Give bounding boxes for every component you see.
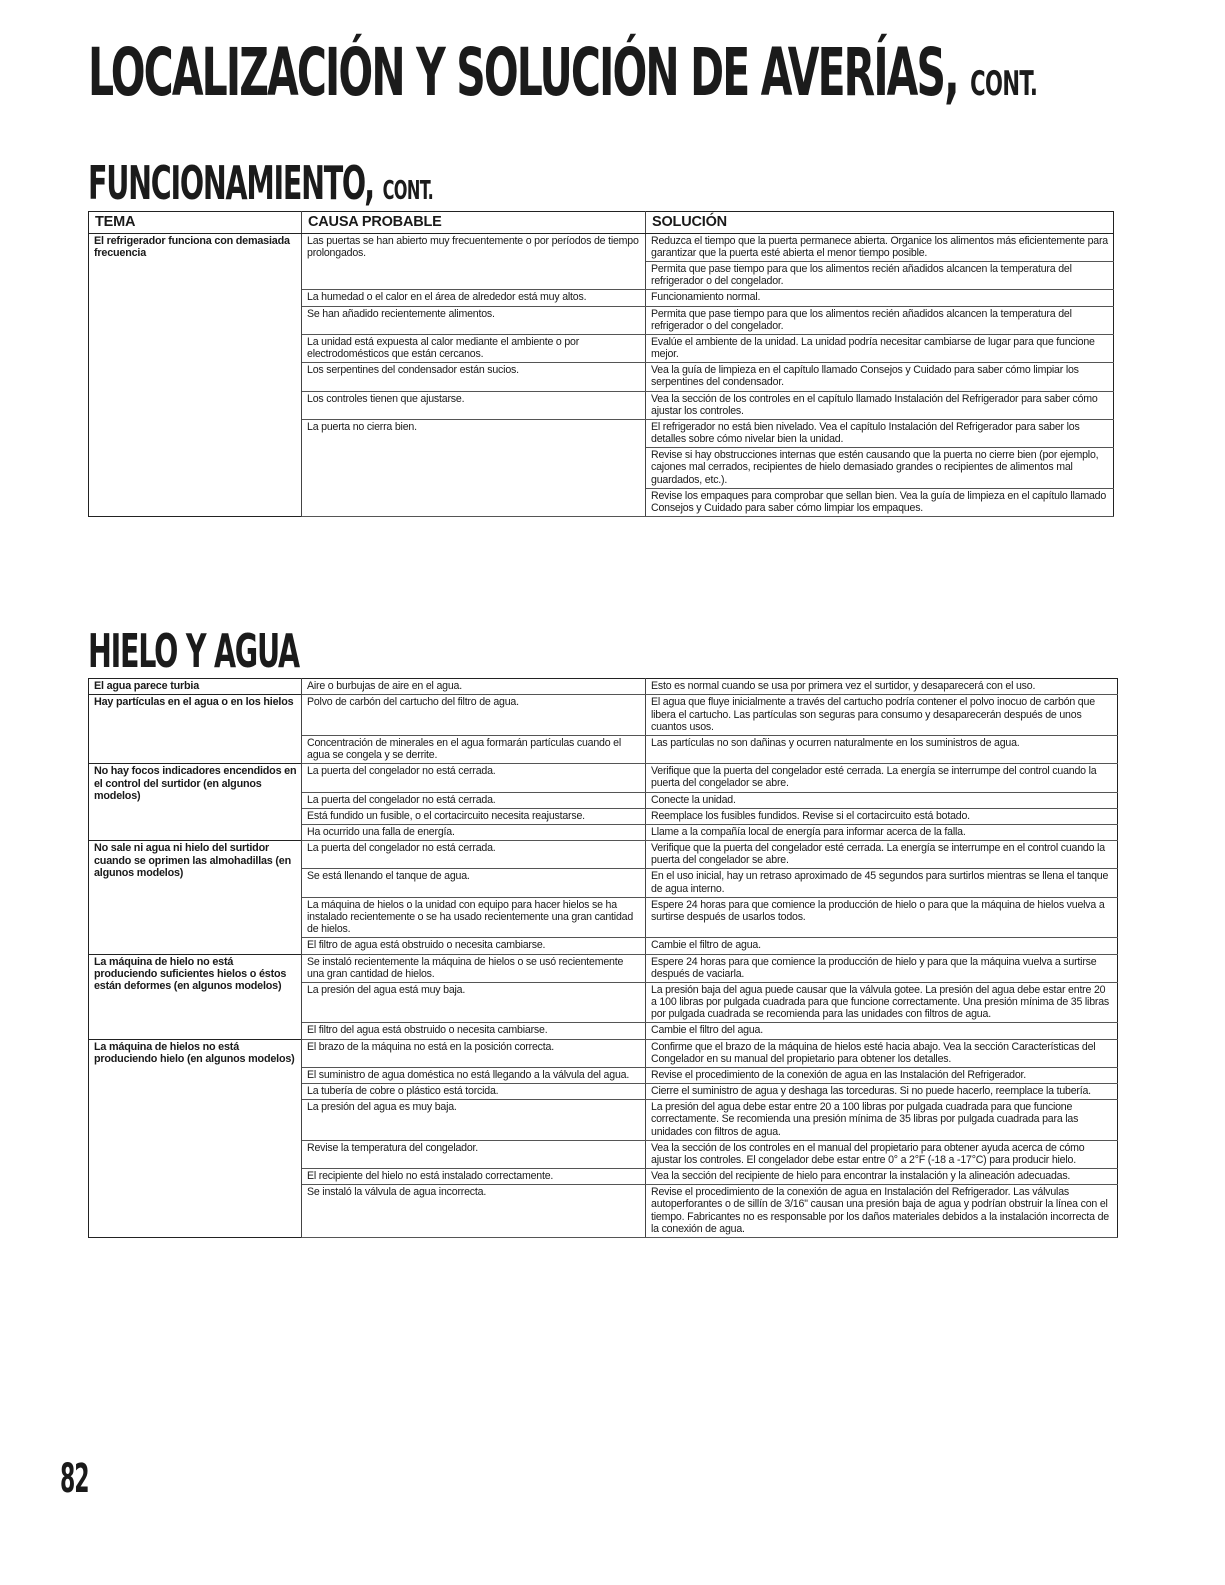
probable-cause: El filtro del agua está obstruido o necesita cambiarse. (302, 1023, 646, 1039)
probable-cause: Está fundido un fusible, o el cortacircuito necesita reajustarse. (302, 808, 646, 824)
table-row (89, 764, 1118, 792)
probable-cause: La puerta no cierra bien. (302, 419, 646, 516)
probable-cause: La presión del agua es muy baja. (302, 1100, 646, 1141)
section-title-funcionamiento: FUNCIONAMIENTO, CONT. (88, 156, 434, 210)
probable-cause: Se instaló recientemente la máquina de hielos o se usó recientemente una gran cantidad de hielos. (302, 954, 646, 982)
probable-cause: Ha ocurrido una falla de energía. (302, 824, 646, 840)
probable-cause: El recipiente del hielo no está instalado correctamente. (302, 1169, 646, 1185)
solution: Permita que pase tiempo para que los alimentos recién añadidos alcancen la temperatura del refrigerador o del congelador. (646, 306, 1114, 334)
probable-cause: El brazo de la máquina no está en la posición correcta. (302, 1039, 646, 1067)
table-row (89, 695, 1118, 736)
solution: Cierre el suministro de agua y deshaga las torceduras. Si no puede hacerlo, reemplace la tubería. (646, 1084, 1118, 1100)
solution: Verifique que la puerta del congelador esté cerrada. La energía se interrumpe en el control cuando la puerta del congelador se abre. (646, 841, 1118, 869)
probable-cause: Las puertas se han abierto muy frecuentemente o por períodos de tiempo prolongados. (302, 233, 646, 290)
troubleshooting-table-funcionamiento (88, 211, 1114, 517)
solution: En el uso inicial, hay un retraso aproximado de 45 segundos para surtirlos mientras se llena el tanque de agua interno. (646, 869, 1118, 897)
solution: Vea la sección de los controles en el manual del propietario para obtener ayuda acerca de cómo ajustar los controles. El congelador debe estar entre 0° a 2°F (-18 a -17°C) para producir hielo. (646, 1140, 1118, 1168)
probable-cause: La máquina de hielos o la unidad con equipo para hacer hielos se ha instalado recientemente o se ha usado recientemente una gran cantidad de hielos. (302, 897, 646, 938)
probable-cause: Los controles tienen que ajustarse. (302, 391, 646, 419)
solution: Permita que pase tiempo para que los alimentos recién añadidos alcancen la temperatura del refrigerador o del congelador. (646, 262, 1114, 290)
probable-cause: Se está llenando el tanque de agua. (302, 869, 646, 897)
header-causa-probable: CAUSA PROBABLE (302, 212, 646, 234)
header-tema: TEMA (89, 212, 302, 234)
solution: Vea la sección de los controles en el capítulo llamado Instalación del Refrigerador para saber cómo ajustar los controles. (646, 391, 1114, 419)
solution: El agua que fluye inicialmente a través del cartucho podría contener el polvo inocuo de carbón que libera el cartucho. Las partículas son seguras para consumo y desaparecerán después de unos cuantos usos. (646, 695, 1118, 736)
page-number: 82 (60, 1456, 89, 1502)
table-row (89, 1039, 1118, 1067)
issue-topic: El refrigerador funciona con demasiada frecuencia (89, 233, 302, 516)
solution: Revise el procedimiento de la conexión de agua en Instalación del Refrigerador. Las válvulas autoperforantes o de sillín de 3/16" causan una presión baja de agua y podrían obstruir la línea con el tiempo. Fabricantes no es responsable por los daños materiales debidos a la instalación incorrecta de la conexión de agua. (646, 1185, 1118, 1238)
solution: Reduzca el tiempo que la puerta permanece abierta. Organice los alimentos más eficientemente para garantizar que la puerta esté abierta el menor tiempo posible. (646, 233, 1114, 261)
solution: Revise los empaques para comprobar que sellan bien. Vea la guía de limpieza en el capítulo llamado Consejos y Cuidado para saber cómo limpiar los empaques. (646, 488, 1114, 516)
issue-topic: No sale ni agua ni hielo del surtidor cuando se oprimen las almohadillas (en algunos modelos) (89, 841, 302, 954)
section-title-hielo-y-agua: HIELO Y AGUA (88, 624, 299, 678)
solution: Evalúe el ambiente de la unidad. La unidad podría necesitar cambiarse de lugar para que funcione mejor. (646, 334, 1114, 362)
solution: Verifique que la puerta del congelador esté cerrada. La energía se interrumpe del control cuando la puerta del congelador se abre. (646, 764, 1118, 792)
probable-cause: Concentración de minerales en el agua formarán partículas cuando el agua se congela y se derrite. (302, 735, 646, 763)
issue-topic: La máquina de hielo no está produciendo suficientes hielos o éstos están deformes (en algunos modelos) (89, 954, 302, 1039)
solution: Conecte la unidad. (646, 792, 1118, 808)
solution: Cambie el filtro de agua. (646, 938, 1118, 954)
troubleshooting-table-hielo-agua (88, 678, 1118, 1238)
probable-cause: Se han añadido recientemente alimentos. (302, 306, 646, 334)
issue-topic: No hay focos indicadores encendidos en el control del surtidor (en algunos modelos) (89, 764, 302, 841)
header-solucion: SOLUCIÓN (646, 212, 1114, 234)
probable-cause: La tubería de cobre o plástico está torcida. (302, 1084, 646, 1100)
solution: El refrigerador no está bien nivelado. Vea el capítulo Instalación del Refrigerador para saber los detalles sobre cómo nivelar bien la unidad. (646, 419, 1114, 447)
solution: La presión baja del agua puede causar que la válvula gotee. La presión del agua debe estar entre 20 a 100 libras por pulgada cuadrada para que funcione correctamente. Una presión mínima de 35 libras por pulgada cuadrada se recomienda para las unidades con filtros de agua. (646, 982, 1118, 1023)
solution: Llame a la compañía local de energía para informar acerca de la falla. (646, 824, 1118, 840)
probable-cause: El suministro de agua doméstica no está llegando a la válvula del agua. (302, 1067, 646, 1083)
probable-cause: La unidad está expuesta al calor mediante el ambiente o por electrodomésticos que están cercanos. (302, 334, 646, 362)
probable-cause: Aire o burbujas de aire en el agua. (302, 679, 646, 695)
probable-cause: El filtro de agua está obstruido o necesita cambiarse. (302, 938, 646, 954)
probable-cause: Polvo de carbón del cartucho del filtro de agua. (302, 695, 646, 736)
solution: Confirme que el brazo de la máquina de hielos esté hacia abajo. Vea la sección Características del Congelador en su manual del propietario para obtener los detalles. (646, 1039, 1118, 1067)
issue-topic: Hay partículas en el agua o en los hielos (89, 695, 302, 764)
probable-cause: La presión del agua está muy baja. (302, 982, 646, 1023)
solution: Revise si hay obstrucciones internas que estén causando que la puerta no cierre bien (por ejemplo, cajones mal cerrados, recipientes de hielo demasiado grandes o recipientes de alimentos mal guardados, etc.). (646, 448, 1114, 489)
probable-cause: Se instaló la válvula de agua incorrecta. (302, 1185, 646, 1238)
table-row (89, 954, 1118, 982)
table-row (89, 233, 1114, 261)
issue-topic: El agua parece turbia (89, 679, 302, 695)
solution: Espere 24 horas para que comience la producción de hielo y para que la máquina vuelva a surtirse después de vaciarla. (646, 954, 1118, 982)
table-row (89, 679, 1118, 695)
probable-cause: La puerta del congelador no está cerrada. (302, 841, 646, 869)
probable-cause: La humedad o el calor en el área de alrededor está muy altos. (302, 290, 646, 306)
solution: Revise el procedimiento de la conexión de agua en las Instalación del Refrigerador. (646, 1067, 1118, 1083)
solution: Funcionamiento normal. (646, 290, 1114, 306)
solution: Vea la sección del recipiente de hielo para encontrar la instalación y la alineación adecuadas. (646, 1169, 1118, 1185)
solution: La presión del agua debe estar entre 20 a 100 libras por pulgada cuadrada para que funcione correctamente. Se recomienda una presión mínima de 35 libras por pulgada cuadrada para las unidades con filtros de agua. (646, 1100, 1118, 1141)
solution: Esto es normal cuando se usa por primera vez el surtidor, y desaparecerá con el uso. (646, 679, 1118, 695)
probable-cause: Los serpentines del condensador están sucios. (302, 363, 646, 391)
solution: Vea la guía de limpieza en el capítulo llamado Consejos y Cuidado para saber cómo limpiar los serpentines del condensador. (646, 363, 1114, 391)
table-row (89, 841, 1118, 869)
probable-cause: Revise la temperatura del congelador. (302, 1140, 646, 1168)
probable-cause: La puerta del congelador no está cerrada. (302, 764, 646, 792)
solution: Cambie el filtro del agua. (646, 1023, 1118, 1039)
issue-topic: La máquina de hielos no está produciendo hielo (en algunos modelos) (89, 1039, 302, 1237)
solution: Reemplace los fusibles fundidos. Revise si el cortacircuito está botado. (646, 808, 1118, 824)
page-title: LOCALIZACIÓN Y SOLUCIÓN DE AVERÍAS, CONT. (88, 34, 1038, 111)
probable-cause: La puerta del congelador no está cerrada. (302, 792, 646, 808)
solution: Espere 24 horas para que comience la producción de hielo o para que la máquina de hielos vuelva a surtirse después de usarlos todos. (646, 897, 1118, 938)
solution: Las partículas no son dañinas y ocurren naturalmente en los suministros de agua. (646, 735, 1118, 763)
